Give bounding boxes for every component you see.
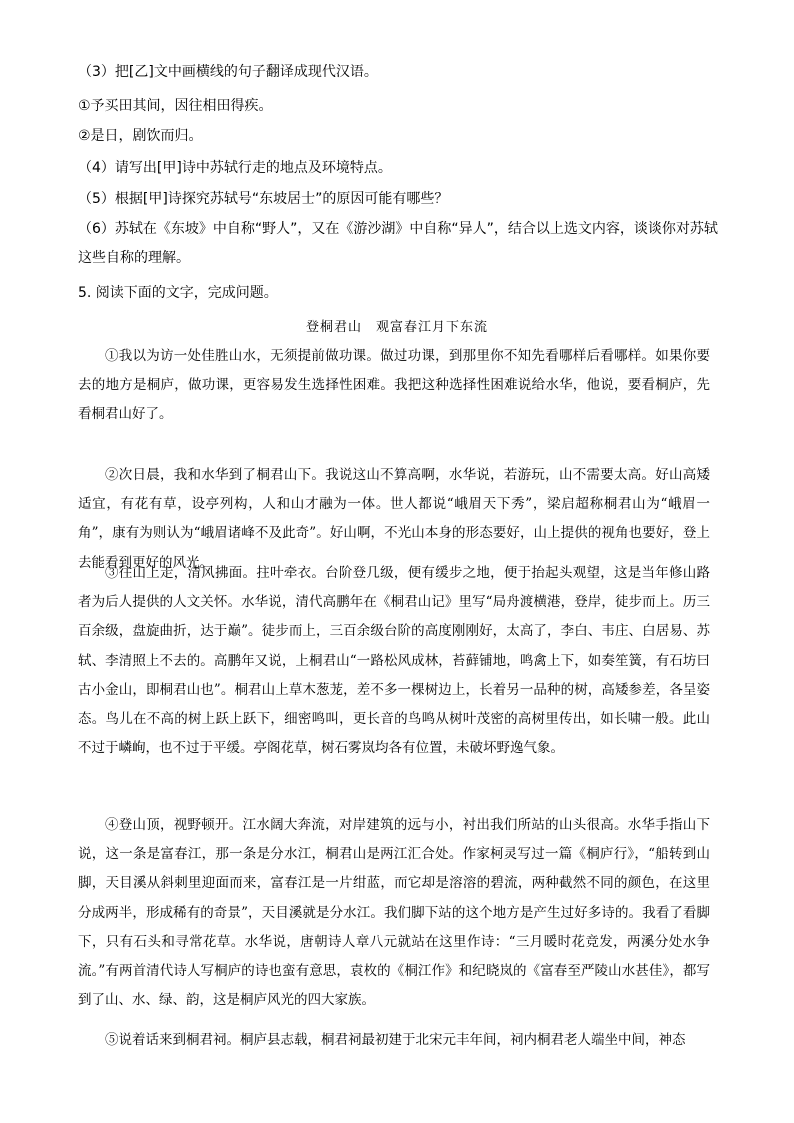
article-paragraph-3: ③往山上走，清风拂面。拄叶牵衣。台阶登几级，便有缓步之地，便于抬起头观望，这是当年修山路者为后人提供的人文关怀。水华说，清代高鹏年在《桐君山记》里写“局舟渡横港，登岸，徒步而上。历三百余级，盘旋曲折，达于巅”。徒步而上，三百余级台阶的高度刚刚好，太高了，李白、韦庄、白居易、苏轼、李清照上不去的。高鹏年又说，上桐君山“一路松风成林，苔藓铺地，鸣禽上下，如奏笙簧，有石坊曰古小金山，即桐君山也”。桐君山上草木葱茏，差不多一棵树边上，长着另一品种的树，高矮参差，各呈姿态。鸟儿在不高的树上跃上跃下，细密鸣叫，更长音的鸟鸣从树叶茂密的高树里传出，如长啸一般。此山不过于嶙峋，也不过于平缓。亭阁花草，树石雾岚均各有位置，未破坏野逸气象。 (78, 565, 710, 757)
question-6: （6）苏轼在《东坡》中自称“野人”，又在《游沙湖》中自称“异人”，结合以上选文内容，谈谈你对苏轼这些自称的理解。 (78, 221, 718, 266)
article-paragraph-2: ②次日晨，我和水华到了桐君山下。我说这山不算高啊，水华说，若游玩，山不需要太高。好山高矮适宜，有花有草，设亭列构，人和山才融为一体。世人都说“峨眉天下秀”，梁启超称桐君山为“峨眉一角”，康有为则认为“峨眉诸峰不及此奇”。好山啊，不光山本身的形态要好，山上提供的视角也要好，登上去能看到更好的风光。 (78, 467, 710, 571)
article-paragraph-4: ④登山顶，视野顿开。江水阔大奔流，对岸建筑的远与小，衬出我们所站的山头很高。水华手指山下说，这一条是富春江，那一条是分水江，桐君山是两江汇合处。作家柯灵写过一篇《桐庐行》，“船转到山脚，天目溪从斜刺里迎面而来，富春江是一片绀蓝，而它却是溶溶的碧流，两种截然不同的颜色，在这里分成两半，形成稀有的奇景”，天目溪就是分水江。我们脚下站的这个地方是产生过好多诗的。我看了看脚下，只有石头和寻常花草。水华说，唐朝诗人章八元就站在这里作诗：“三月暖时花竞发，两溪分处水争流。”有两首清代诗人写桐庐的诗也蛮有意思，袁枚的《桐江作》和纪晓岚的《富春至严陵山水甚佳》，都写到了山、水、绿、韵，这是桐庐风光的四大家族。 (78, 817, 710, 1009)
question-5: （5）根据[甲]诗探究苏轼号“东坡居士”的原因可能有哪些？ (78, 191, 449, 207)
article-title: 登桐君山 观富春江月下东流 (305, 320, 488, 335)
question-4: （4）请写出[甲]诗中苏轼行走的地点及环境特点。 (78, 160, 392, 176)
item-5-instruction: 5. 阅读下面的文字，完成问题。 (78, 285, 278, 301)
article-paragraph-1: ①我以为访一处佳胜山水，无须提前做功课。做过功课，到那里你不知先看哪样后看哪样。如果你要去的地方是桐庐，做功课，更容易发生选择性困难。我把这种选择性困难说给水华，他说，要看桐庐，先看桐君山好了。 (78, 348, 710, 423)
question-3-sentence-2: ②是日，剧饮而归。 (78, 128, 203, 144)
question-3: （3）把[乙]文中画横线的句子翻译成现代汉语。 (78, 64, 378, 80)
question-3-sentence-1: ①予买田其间，因往相田得疾。 (78, 98, 273, 114)
article-paragraph-5: ⑤说着话来到桐君祠。桐庐县志载，桐君祠最初建于北宋元丰年间，祠内桐君老人端坐中间，神态 (105, 1032, 686, 1048)
